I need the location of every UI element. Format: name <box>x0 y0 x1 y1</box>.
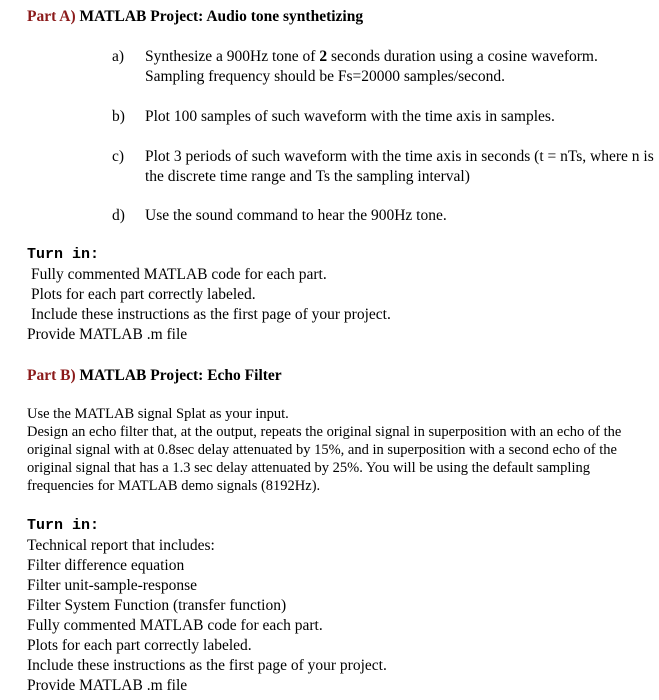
part-b-turn-in-line: Fully commented MATLAB code for each part. <box>27 617 323 634</box>
part-b-heading-lead: Part B) <box>27 367 76 384</box>
item-text: Plot 100 samples of such waveform with the time axis in samples. <box>145 108 555 125</box>
item-text <box>145 47 657 87</box>
part-b-heading <box>27 367 282 385</box>
part-b-turn-in-label: Turn in: <box>27 517 100 534</box>
part-a-turn-in-line: Fully commented MATLAB code for each part. <box>31 266 327 283</box>
part-a-turn-in-line: Provide MATLAB .m file <box>27 326 188 343</box>
part-b-input-sentence: Use the MATLAB signal Splat as your input. <box>27 406 289 422</box>
item-marker: d) <box>112 207 125 224</box>
item-text-bold: 2 <box>319 48 328 65</box>
item-text-after: seconds duration using a cosine waveform. Sampling frequency should be Fs=20000 samples/second. <box>145 48 598 85</box>
part-b-design-paragraph: Design an echo filter that, at the output, repeats the original signal in superposition with an echo of the original signal with at 0.8sec delay attenuated by 15%, and in superposition with a second echo of the original signal that has a 1.3 sec delay attenuated by 25%. You will be using the default sampling frequencies for MATLAB demo signals (8192Hz). <box>27 424 622 494</box>
part-b-turn-in-line: Filter difference equation <box>27 557 185 574</box>
item-marker: c) <box>112 148 125 165</box>
item-marker: b) <box>112 108 125 125</box>
part-a-heading <box>27 8 363 26</box>
part-a-heading-lead: Part A) <box>27 8 76 25</box>
item-text: Use the sound command to hear the 900Hz tone. <box>145 207 447 224</box>
part-b-turn-in-line: Filter System Function (transfer function) <box>27 597 287 614</box>
part-a-item-b <box>112 107 657 127</box>
part-a-item-c <box>112 147 657 187</box>
part-b-turn-in-line: Include these instructions as the first page of your project. <box>27 657 387 674</box>
part-b-turn-in-line: Filter unit-sample-response <box>27 577 198 594</box>
item-text-before: Synthesize a 900Hz tone of <box>145 48 320 65</box>
item-marker: a) <box>112 48 125 65</box>
part-a-heading-title: MATLAB Project: Audio tone synthetizing <box>75 8 364 25</box>
part-a-item-d <box>112 206 657 226</box>
part-a-turn-in-line: Include these instructions as the first page of your project. <box>31 306 391 323</box>
part-a-turn-in-label: Turn in: <box>27 246 100 263</box>
part-b-turn-in-line: Technical report that includes: <box>27 537 215 554</box>
part-a-item-a <box>112 47 657 87</box>
part-b-turn-in-line: Provide MATLAB .m file <box>27 677 188 694</box>
part-b-description <box>27 405 647 495</box>
item-text: Plot 3 periods of such waveform with the time axis in seconds (t = nTs, where n is the discrete time range and Ts the sampling interval) <box>145 148 654 185</box>
part-b-heading-title: MATLAB Project: Echo Filter <box>75 367 282 384</box>
part-b-turn-in-line: Plots for each part correctly labeled. <box>27 637 252 654</box>
part-a-turn-in-line: Plots for each part correctly labeled. <box>31 286 256 303</box>
